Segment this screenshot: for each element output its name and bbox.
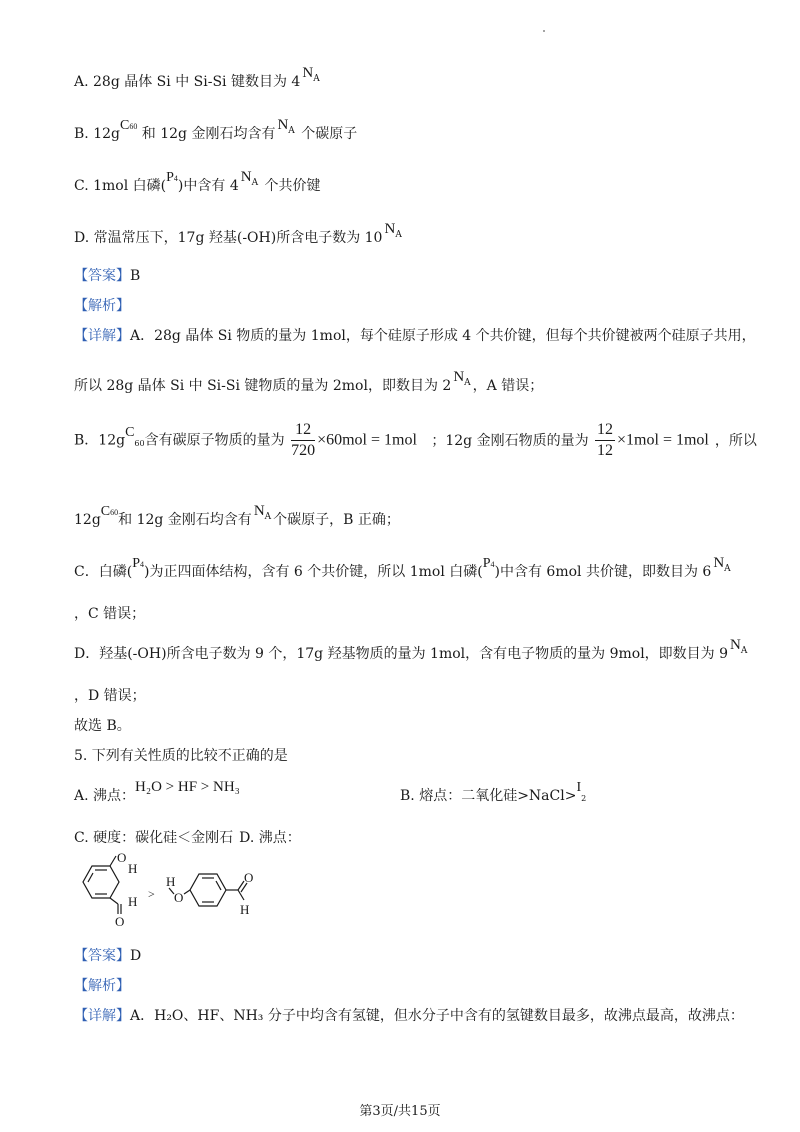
q5-option-b: B. 熔点：二氧化硅>NaCl>I2 [400, 780, 587, 804]
na-symbol: $N^A$ [384, 221, 402, 240]
q5-option-c-d: C. 硬度：碳化硅＜金刚石 D. 沸点： [74, 830, 301, 846]
na-symbol: $N^A$ [302, 65, 320, 84]
option-b: B. $12gC^{60}$ 和 12g 金刚石均含有$N^A$ 个碳原子 [74, 124, 357, 146]
o-label: O [117, 850, 127, 865]
o-label: O [115, 914, 125, 928]
na-symbol: $N^A$ [253, 503, 272, 522]
detail-line-d: D．羟基(-OH)所含电子数为 9 个，17g 羟基物质的量为 1mol，含有电子物质的量为 9mol，即数目为 $9N^A$ [74, 644, 749, 666]
option-d: D. 常温常压下，17g 羟基(-OH)所含电子数为 $10N^A$ [74, 228, 404, 250]
h-label: H [240, 902, 250, 917]
o-label: O [174, 890, 184, 905]
q5-option-a: A. 沸点：H₂O > HF > NH₃ [74, 779, 240, 804]
h-label: H [166, 874, 176, 889]
na-symbol: $N^A$ [240, 169, 259, 188]
q5-detail-line: 【详解】A．H₂O、HF、NH₃ 分子中均含有氢键，但水分子中含有的氢键数目最多，故沸点最高，故沸点： [74, 1008, 744, 1024]
option-a: A. 28g 晶体 Si 中 Si-Si 键数目为 $4N^A$ [74, 72, 322, 94]
fraction-1: $\frac{12}{720}$ [291, 421, 316, 459]
na-symbol: $N^A$ [730, 637, 748, 656]
detail-line-c2: ，C 错误； [74, 606, 146, 622]
q5-answer-line: 【答案】D [74, 948, 142, 964]
molecule-comparison [68, 848, 288, 928]
ortho-hydroxybenzaldehyde [83, 856, 121, 914]
detail-line-d2: ，D 错误； [74, 688, 146, 704]
gt-sign: > [148, 887, 155, 901]
choose-line: 故选 B。 [74, 718, 131, 734]
detail-line-b: B．12gC60含有碳原子物质的量为 $\frac{12}{720}$ ×60mol = 1mol ；12g 金刚石物质的量为 $\frac{12}{12}$ ×1mol = 1mol ，所以 [74, 421, 757, 459]
o-label: O [244, 870, 254, 885]
q5-analysis-label: 【解析】 [74, 978, 130, 994]
scan-dot [543, 30, 545, 32]
q5-stem: 5. 下列有关性质的比较不正确的是 [74, 748, 288, 764]
na-symbol: $N^A$ [713, 555, 731, 574]
analysis-label: 【解析】 [74, 298, 130, 314]
answer-line: 【答案】B [74, 268, 141, 284]
detail-line-b2: $12gC^{60}$和 12g 金刚石均含有$N^A$ 个碳原子，B 正确； [74, 510, 400, 532]
h-label: H [128, 894, 138, 909]
page-footer: 第3页/共15页 [359, 1104, 441, 1119]
na-symbol: $N^A$ [277, 117, 295, 136]
option-c: C. 1mol 白磷$(P^4)$中含有 $4N^A$ 个共价键 [74, 176, 321, 198]
detail-line-2: 所以 28g 晶体 Si 中 Si-Si 键物质的量为 2mol，即数目为 $2N^A$ ，A 错误； [74, 376, 543, 398]
h-label: H [128, 861, 138, 876]
fraction-2: $\frac{12}{12}$ [597, 421, 614, 459]
detail-line-1: 【详解】A．28g 晶体 Si 物质的量为 1mol，每个硅原子形成 4 个共价键，但每个共价键被两个硅原子共用， [74, 328, 756, 344]
detail-line-c: C．白磷$(P^4)$为正四面体结构，含有 6 个共价键，所以 1mol 白磷$(P^4)$中含有 6mol 共价键，即数目为 $6N^A$ [74, 562, 733, 584]
na-symbol: $N^A$ [453, 369, 471, 388]
